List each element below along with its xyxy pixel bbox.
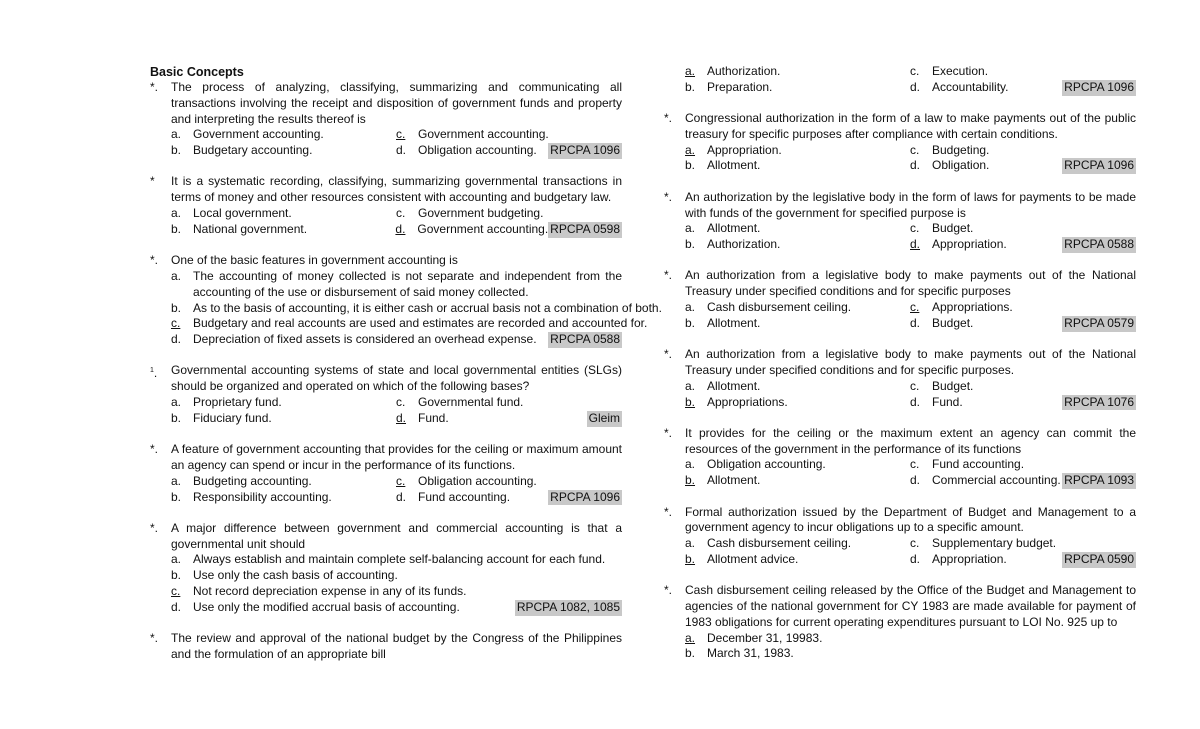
question: [664, 347, 1136, 410]
option-letter: d.: [171, 599, 182, 614]
option-text: Use only the modified accrual basis of accounting.: [193, 599, 460, 614]
option-row: [664, 457, 1136, 473]
option-row: [150, 127, 622, 143]
option-text: Appropriation.: [932, 237, 1007, 252]
option-letter: b.: [685, 79, 696, 94]
option-letter: a.: [685, 378, 696, 393]
option-letter: b.: [171, 143, 182, 158]
question-stem: One of the basic features in government accounting is: [171, 253, 458, 268]
option-letter-answer: b.: [685, 473, 696, 488]
option-letter-answer: a.: [685, 142, 696, 157]
option-text: Budget.: [932, 315, 974, 330]
question: [664, 111, 1136, 174]
option-text: Budgetary and real accounts are used and estimates are recorded and accounted for.: [193, 316, 648, 331]
question-bullet: *.: [150, 442, 159, 457]
option-text: Local government.: [193, 206, 292, 221]
option-text: Obligation accounting.: [707, 457, 826, 472]
question: [150, 521, 622, 616]
option-text: Appropriations.: [707, 394, 788, 409]
option-text: Accountability.: [932, 79, 1009, 94]
option-text: Appropriation.: [932, 551, 1007, 566]
option-letter-answer: c.: [171, 316, 181, 331]
option-text: Supplementary budget.: [932, 536, 1057, 551]
option-text: Budgetary accounting.: [193, 143, 313, 158]
option-text: Budget.: [932, 378, 974, 393]
option-letter-answer: c.: [396, 473, 406, 488]
option-letter-answer: a.: [685, 630, 696, 645]
source-reference: RPCPA 1076: [1064, 394, 1134, 409]
option-text: Proprietary fund.: [193, 395, 282, 410]
option-text: Authorization.: [707, 64, 781, 78]
option-letter: a.: [171, 268, 182, 283]
question: [664, 583, 1136, 662]
question-stem: A major difference between government and commercial accounting is that a governmental unit should: [171, 520, 622, 551]
option-row: [664, 536, 1136, 552]
option-row: [150, 584, 622, 600]
option-text: Government budgeting.: [418, 206, 544, 221]
option-letter-answer: d.: [395, 221, 406, 236]
question-stem: Governmental accounting systems of state and local governmental entities (SLGs) should be organized and operated on which of the following bases?: [171, 363, 622, 394]
option-letter: d.: [396, 489, 407, 504]
option-row: [150, 332, 622, 348]
option-text: Fund accounting.: [418, 489, 511, 504]
option-row: [664, 221, 1136, 237]
source-reference: RPCPA 1096: [1064, 158, 1134, 173]
question-bullet: *.: [664, 425, 673, 440]
option-letter-answer: b.: [685, 551, 696, 566]
option-row: [664, 631, 1136, 647]
option-letter: a.: [685, 221, 696, 236]
question-bullet: *.: [664, 347, 673, 362]
source-reference: RPCPA 0588: [550, 332, 620, 347]
option-letter-answer: d.: [910, 237, 921, 252]
option-row: [150, 600, 622, 616]
option-row: [150, 568, 622, 584]
question: [150, 363, 622, 426]
source-reference: RPCPA 1096: [1064, 79, 1134, 94]
option-letter: b.: [685, 237, 696, 252]
option-text: Budget.: [932, 221, 974, 236]
question-bullet: *.: [664, 268, 673, 283]
option-text: Allotment advice.: [707, 551, 799, 566]
option-row: [150, 490, 622, 506]
question-stem: Formal authorization issued by the Department of Budget and Management to a government agency to incur obligations up to a specific amount.: [685, 504, 1136, 535]
option-text: Obligation accounting.: [418, 143, 537, 158]
option-row: [664, 379, 1136, 395]
option-letter-answer: c.: [910, 300, 920, 315]
option-letter: d.: [396, 143, 407, 158]
question: [664, 426, 1136, 489]
option-text: Obligation.: [932, 158, 990, 173]
question-stem: A feature of government accounting that provides for the ceiling or maximum amount an agency can spend or incur in the performance of its functions.: [171, 442, 622, 472]
option-text: Government accounting.: [417, 221, 549, 236]
option-text: Preparation.: [707, 79, 773, 94]
option-letter-answer: b.: [685, 394, 696, 409]
option-text: Cash disbursement ceiling.: [707, 300, 852, 315]
option-text: Appropriation.: [707, 142, 782, 157]
option-text: Use only the cash basis of accounting.: [193, 568, 398, 583]
question-stem: An authorization by the legislative body in the form of laws for payments to be made with funds of the government for specified purpose is: [685, 189, 1136, 220]
question-stem: The review and approval of the national budget by the Congress of the Philippines and the formulation of an appropriate bill: [171, 631, 622, 661]
option-row: [664, 395, 1136, 411]
option-letter: d.: [910, 473, 921, 488]
option-text: Depreciation of fixed assets is considered an overhead expense.: [193, 332, 537, 347]
question-stem: Congressional authorization in the form of a law to make payments out of the public treasury for specific purposes after compliance with certain conditions.: [685, 111, 1136, 141]
option-text: Government accounting.: [193, 127, 324, 142]
source-reference: RPCPA 0598: [550, 221, 620, 236]
option-letter: d.: [171, 332, 182, 347]
question: [664, 190, 1136, 253]
option-text: Cash disbursement ceiling.: [707, 536, 852, 551]
option-text: As to the basis of accounting, it is either cash or accrual basis not a combination of both.: [193, 300, 662, 315]
question: [664, 505, 1136, 568]
option-letter: a.: [171, 552, 182, 567]
option-letter: c.: [396, 395, 406, 410]
question-bullet: *.: [150, 80, 159, 94]
option-row: [150, 411, 622, 427]
source-reference: RPCPA 1096: [550, 489, 620, 504]
option-text: Budgeting.: [932, 142, 990, 157]
option-letter: a.: [171, 127, 182, 142]
footnote-marker: 1: [150, 367, 154, 375]
option-letter: a.: [685, 457, 696, 472]
option-letter: b.: [685, 158, 696, 173]
option-letter: d.: [910, 79, 921, 94]
option-text: National government.: [193, 221, 308, 236]
option-letter-answer: c.: [396, 127, 406, 142]
question: [150, 631, 622, 663]
option-text: Fund.: [418, 410, 449, 425]
question: [664, 268, 1136, 331]
question: [150, 253, 662, 348]
option-row: [150, 474, 622, 490]
option-letter-answer: c.: [171, 584, 181, 599]
question: [150, 174, 622, 237]
question: [150, 442, 622, 505]
option-row: [150, 395, 622, 411]
option-row: [150, 552, 622, 568]
option-letter: c.: [910, 378, 920, 393]
option-text: Appropriations.: [932, 300, 1013, 315]
option-row: [664, 473, 1136, 489]
source-reference: RPCPA 0588: [1064, 237, 1134, 252]
option-row: [150, 269, 622, 301]
question-stem: It is a systematic recording, classifying, summarizing governmental transactions in terms of money and other resources consistent with accounting and budgetary law.: [171, 174, 622, 205]
option-text: Budgeting accounting.: [193, 473, 312, 488]
question-bullet: *.: [150, 631, 159, 646]
source-reference: RPCPA 1093: [1064, 473, 1134, 488]
option-letter: d.: [910, 551, 921, 566]
option-text: Allotment.: [707, 158, 761, 173]
source-reference: RPCPA 1082, 1085: [516, 599, 620, 614]
option-text: Always establish and maintain complete self-balancing account for each fund.: [193, 552, 606, 567]
option-text: Governmental fund.: [418, 395, 524, 410]
question-bullet: *: [150, 174, 155, 189]
option-letter: d.: [910, 158, 921, 173]
question: [150, 80, 622, 159]
option-text: Responsibility accounting.: [193, 489, 332, 504]
option-letter: a.: [171, 473, 182, 488]
option-letter: c.: [910, 142, 920, 157]
option-text: Allotment.: [707, 378, 761, 393]
option-text: March 31, 1983.: [707, 646, 794, 661]
option-letter: c.: [910, 64, 920, 78]
question-bullet: $^1$.: [150, 366, 158, 381]
question-continuation: [664, 64, 1136, 96]
question-stem: It provides for the ceiling or the maximum extent an agency can commit the resources of the government in the performance of its functions: [685, 425, 1136, 456]
option-letter: b.: [171, 221, 182, 236]
option-text: Allotment.: [707, 221, 761, 236]
option-text: Authorization.: [707, 237, 781, 252]
option-text: Fund accounting.: [932, 457, 1025, 472]
option-text: The accounting of money collected is not separate and independent from the accounting of the use or disbursement of said money collected.: [193, 268, 622, 299]
option-row: [664, 143, 1136, 159]
option-letter: b.: [171, 568, 182, 583]
question-stem: An authorization from a legislative body to make payments out of the National Treasury under specified conditions and for specific purposes: [685, 268, 1136, 299]
question-stem: The process of analyzing, classifying, summarizing and communicating all transactions involving the receipt and disposition of government funds and property and interpreting the results thereof is: [171, 80, 622, 126]
option-text: Not record depreciation expense in any of its funds.: [193, 584, 467, 599]
option-letter-answer: d.: [396, 410, 407, 425]
source-reference: RPCPA 1096: [550, 143, 620, 158]
section-heading: Basic Concepts: [150, 65, 244, 79]
option-text: Commercial accounting.: [932, 473, 1061, 488]
left-column: [150, 64, 662, 678]
source-reference: Gleim: [588, 410, 620, 425]
option-letter: c.: [910, 536, 920, 551]
option-row: [664, 158, 1136, 174]
option-letter: b.: [171, 300, 182, 315]
option-row: [150, 222, 622, 238]
option-text: Obligation accounting.: [418, 473, 537, 488]
option-letter: a.: [171, 395, 182, 410]
source-reference: RPCPA 0590: [1064, 551, 1134, 566]
question-bullet: *.: [150, 520, 159, 535]
option-row: [150, 143, 622, 159]
option-row: [664, 237, 1136, 253]
question-bullet: *.: [150, 253, 159, 268]
option-letter: a.: [685, 300, 696, 315]
option-text: Fiduciary fund.: [193, 410, 272, 425]
option-letter: d.: [910, 315, 921, 330]
option-letter: b.: [171, 489, 182, 504]
question-bullet: *.: [664, 583, 673, 598]
option-letter-answer: a.: [685, 64, 696, 78]
option-letter: b.: [685, 646, 696, 661]
option-row: [664, 646, 1136, 662]
option-letter: a.: [685, 536, 696, 551]
option-text: Execution.: [932, 64, 989, 78]
option-row: [150, 206, 622, 222]
option-letter: c.: [910, 457, 920, 472]
option-letter: a.: [171, 206, 182, 221]
option-row: [150, 316, 648, 332]
option-row: [664, 300, 1136, 316]
question-stem: An authorization from a legislative body to make payments out of the National Treasury under specified conditions and for specific purposes.: [685, 347, 1136, 377]
question-bullet: *.: [664, 189, 673, 204]
right-column: [664, 64, 1136, 678]
question-stem: Cash disbursement ceiling released by the Office of the Budget and Management to agencies of the national government for CY 1983 are made available for payment of 1983 obligations for current operating expenditures pursuant to LOI No. 925 up to: [685, 583, 1136, 629]
option-text: Allotment.: [707, 473, 761, 488]
option-letter: c.: [396, 206, 406, 221]
source-reference: RPCPA 0579: [1064, 315, 1134, 330]
question-bullet: *.: [664, 504, 673, 519]
option-row: [664, 80, 1136, 96]
option-letter: b.: [171, 410, 182, 425]
option-text: Allotment.: [707, 315, 761, 330]
option-text: Fund.: [932, 394, 963, 409]
option-letter: c.: [910, 221, 920, 236]
option-text: December 31, 19983.: [707, 630, 823, 645]
option-letter: d.: [910, 394, 921, 409]
option-row: [664, 316, 1136, 332]
option-row: [664, 552, 1136, 568]
option-row: [150, 300, 662, 317]
question-bullet: *.: [664, 111, 673, 126]
option-letter: b.: [685, 315, 696, 330]
option-text: Government accounting.: [418, 127, 549, 142]
option-row: [664, 64, 1136, 80]
